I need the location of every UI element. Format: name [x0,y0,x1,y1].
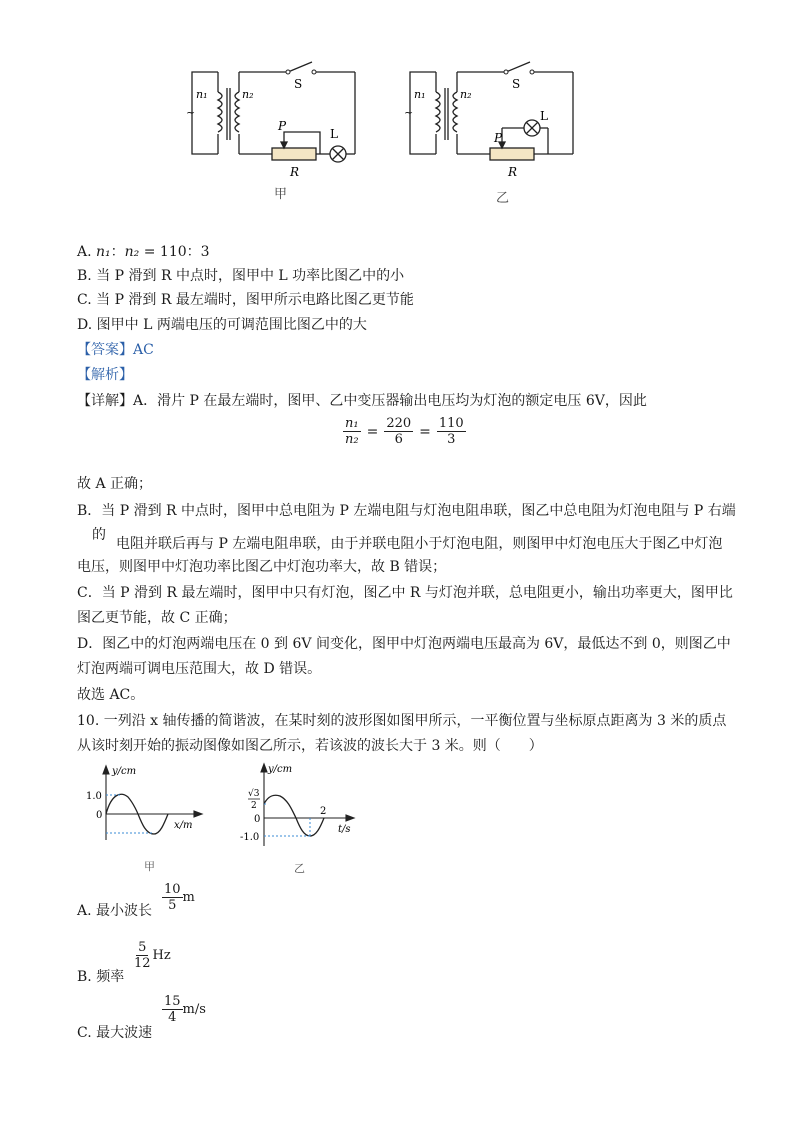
q10-stem-line-2: 从该时刻开始的振动图像如图乙所示，若该波的波长大于 3 米。则（ ） [77,738,543,754]
ratio-value: = 110：3 [139,244,210,260]
n1-label: n₁ [196,88,208,101]
c-line-2: 图乙更节能，故 C 正确； [77,610,237,626]
colon: ： [110,244,125,260]
lamp-label: L [540,109,548,123]
n2-symbol: n₂ [124,244,140,260]
q9-option-a [77,242,210,262]
c-line-1: C．当 P 滑到 R 最左端时，图甲中只有灯泡，图乙中 R 与灯泡并联，总电阻更小，输出功率更大，图甲比 [77,585,733,601]
b-de: 的 [92,527,106,543]
wave-graph-jia [84,762,214,877]
origin-label: 0 [96,810,103,821]
option-label: A. [77,244,92,260]
x-axis-label: x/m [174,820,193,831]
equals-sign: = [419,423,431,440]
fraction-220-6: $\frac{220}{6}$ [386,416,412,447]
resistor-label: R [290,165,300,179]
caption: 甲 [274,187,288,202]
q10-option-b-value: $\frac{5}{12}$ Hz [134,940,171,971]
equals-sign: = [366,423,379,440]
q10-option-b-label: B. 频率 [77,969,125,985]
n1-label: n₁ [414,88,426,101]
caption: 甲 [144,860,155,873]
y-axis-label: y/cm [268,764,293,775]
x-axis-label: t/s [338,824,351,835]
caption: 乙 [496,191,510,206]
q10-option-a-value: $\frac{10}{5}$ m [164,882,195,913]
fraction-110-3: $\frac{110}{3}$ [438,416,464,447]
d-line-2: 灯泡两端可调电压范围大，故 D 错误。 [77,661,322,677]
q10-option-c-value: $\frac{15}{4}$ m/s [164,994,206,1025]
ac-source-symbol: ~ [186,106,196,119]
answer-label: 【答案】AC [77,342,154,358]
circuit-diagram-yi [398,58,588,208]
vibration-graph-yi [238,760,368,878]
a-conclusion: 故 A 正确； [77,476,153,492]
choose-line: 故选 AC。 [77,687,145,703]
q9-option-d: D. 图甲中 L 两端电压的可调范围比图乙中的大 [77,317,367,333]
x-tick-2: 2 [320,806,327,817]
y-tick-2: 2 [251,801,257,811]
n2-label: n₂ [242,88,254,101]
ac-source-symbol: ~ [404,106,414,119]
y-axis-label: y/cm [112,766,137,777]
slider-label: P [494,131,503,145]
caption: 乙 [294,862,305,875]
q10-option-c-label: C. 最大波速 [77,1025,153,1041]
d-line-1: D．图乙中的灯泡两端电压在 0 到 6V 间变化，图甲中灯泡两端电压最高为 6V，最低达不到 0，则图乙中 [77,636,731,652]
analysis-label: 【解析】 [77,367,133,383]
circuit-diagram-jia [180,58,370,208]
q10-stem-line-1: 10. 一列沿 x 轴传播的简谐波，在某时刻的波形图如图甲所示，一平衡位置与坐标原点距离为 3 米的质点 [77,713,727,729]
b-line-1: B．当 P 滑到 R 中点时，图甲中总电阻为 P 左端电阻与灯泡电阻串联，图乙中总电阻为灯泡电阻与 P 右端 [77,503,736,519]
y-tick-sqrt3: √3 [248,789,260,799]
switch-label: S [294,77,303,91]
origin-label: 0 [254,814,261,825]
b-line-3: 电压，则图甲中灯泡功率比图乙中灯泡功率大，故 B 错误； [77,559,447,575]
y-tick-bottom: -1.0 [240,832,260,843]
slider-label: P [278,119,287,133]
ratio-equation [343,416,466,447]
n1-symbol: n₁ [96,244,111,260]
lamp-label: L [330,127,338,141]
fraction-n1-n2: $\frac{\text{n₁}}{\text{n₂}}$ [345,416,359,447]
q9-option-c: C. 当 P 滑到 R 最左端时，图甲所示电路比图乙更节能 [77,292,414,308]
y-tick: 1.0 [86,791,102,802]
detail-line: 【详解】A．滑片 P 在最左端时，图甲、乙中变压器输出电压均为灯泡的额定电压 6V，因此 [77,393,647,409]
q10-option-a-label: A. 最小波长 [77,903,153,919]
switch-label: S [512,77,521,91]
q9-option-b: B. 当 P 滑到 R 中点时，图甲中 L 功率比图乙中的小 [77,268,405,284]
b-line-2: 电阻并联后再与 P 左端电阻串联，由于并联电阻小于灯泡电阻，则图甲中灯泡电压大于图乙中灯泡 [116,536,723,552]
resistor-label: R [508,165,518,179]
n2-label: n₂ [460,88,472,101]
